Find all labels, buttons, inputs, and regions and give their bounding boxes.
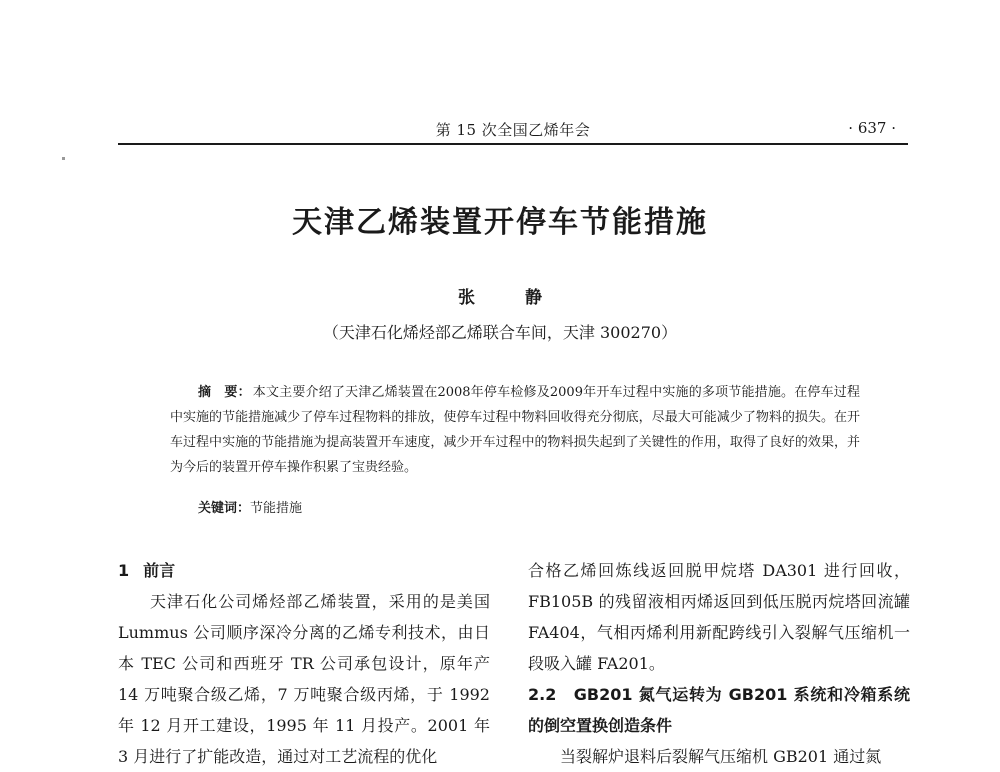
continued-paragraph: 合格乙烯回炼线返回脱甲烷塔 DA301 进行回收，FB105B 的残留液相丙烯返回到低压脱丙烷塔回流罐 FA404，气相丙烯利用新配跨线引入裂解气压缩机一段吸入罐 FA201。 bbox=[528, 561, 910, 673]
abstract-text: 本文主要介绍了天津乙烯装置在2008年停车检修及2009年开车过程中实施的多项节能措施。在停车过程中实施的节能措施减少了停车过程物料的排放，使停车过程中物料回收得充分彻底，尽最大可能减少了物料的损失。在开车过程中实施的节能措施为提高装置开车速度，减少开车过程中的物料损失起到了关键性的作用，取得了良好的效果，并为今后的装置开停车操作积累了宝贵经验。 bbox=[170, 385, 860, 475]
right-column bbox=[528, 555, 910, 772]
abstract-label: 摘 要： bbox=[198, 385, 251, 400]
conference-name: 第 15 次全国乙烯年会 bbox=[435, 121, 591, 139]
keywords bbox=[198, 497, 302, 516]
intro-paragraph: 天津石化公司烯烃部乙烯装置，采用的是美国 Lummus 公司顺序深冷分离的乙烯专利技术，由日本 TEC 公司和西班牙 TR 公司承包设计，原年产 14 万吨聚合级乙烯，7 万吨聚合级丙烯，于 1992 年 12 月开工建设，1995 年 11 月投产。2001 年 3 月进行了扩能改造，通过对工艺流程的优化 bbox=[118, 592, 490, 766]
section-title: 前言 bbox=[143, 561, 176, 580]
page-number: · 637 · bbox=[848, 119, 896, 137]
author-affiliation: （天津石化烯烃部乙烯联合车间，天津 300270） bbox=[322, 323, 678, 342]
keywords-label: 关键词： bbox=[198, 501, 251, 516]
left-column bbox=[118, 555, 490, 772]
section-heading bbox=[118, 555, 490, 586]
running-header bbox=[118, 117, 908, 145]
subsection-paragraph: 当裂解炉退料后裂解气压缩机 GB201 通过氮 bbox=[560, 747, 882, 766]
abstract bbox=[170, 380, 860, 480]
paper-title: 天津乙烯装置开停车节能措施 bbox=[292, 205, 708, 240]
section-number: 1 bbox=[118, 561, 130, 580]
author-name: 张 静 bbox=[458, 288, 564, 308]
subsection-heading: 2.2 GB201 氮气运转为 GB201 系统和冷箱系统的倒空置换创造条件 bbox=[528, 685, 910, 735]
scan-speck bbox=[62, 157, 65, 160]
keywords-text: 节能措施 bbox=[250, 501, 303, 516]
